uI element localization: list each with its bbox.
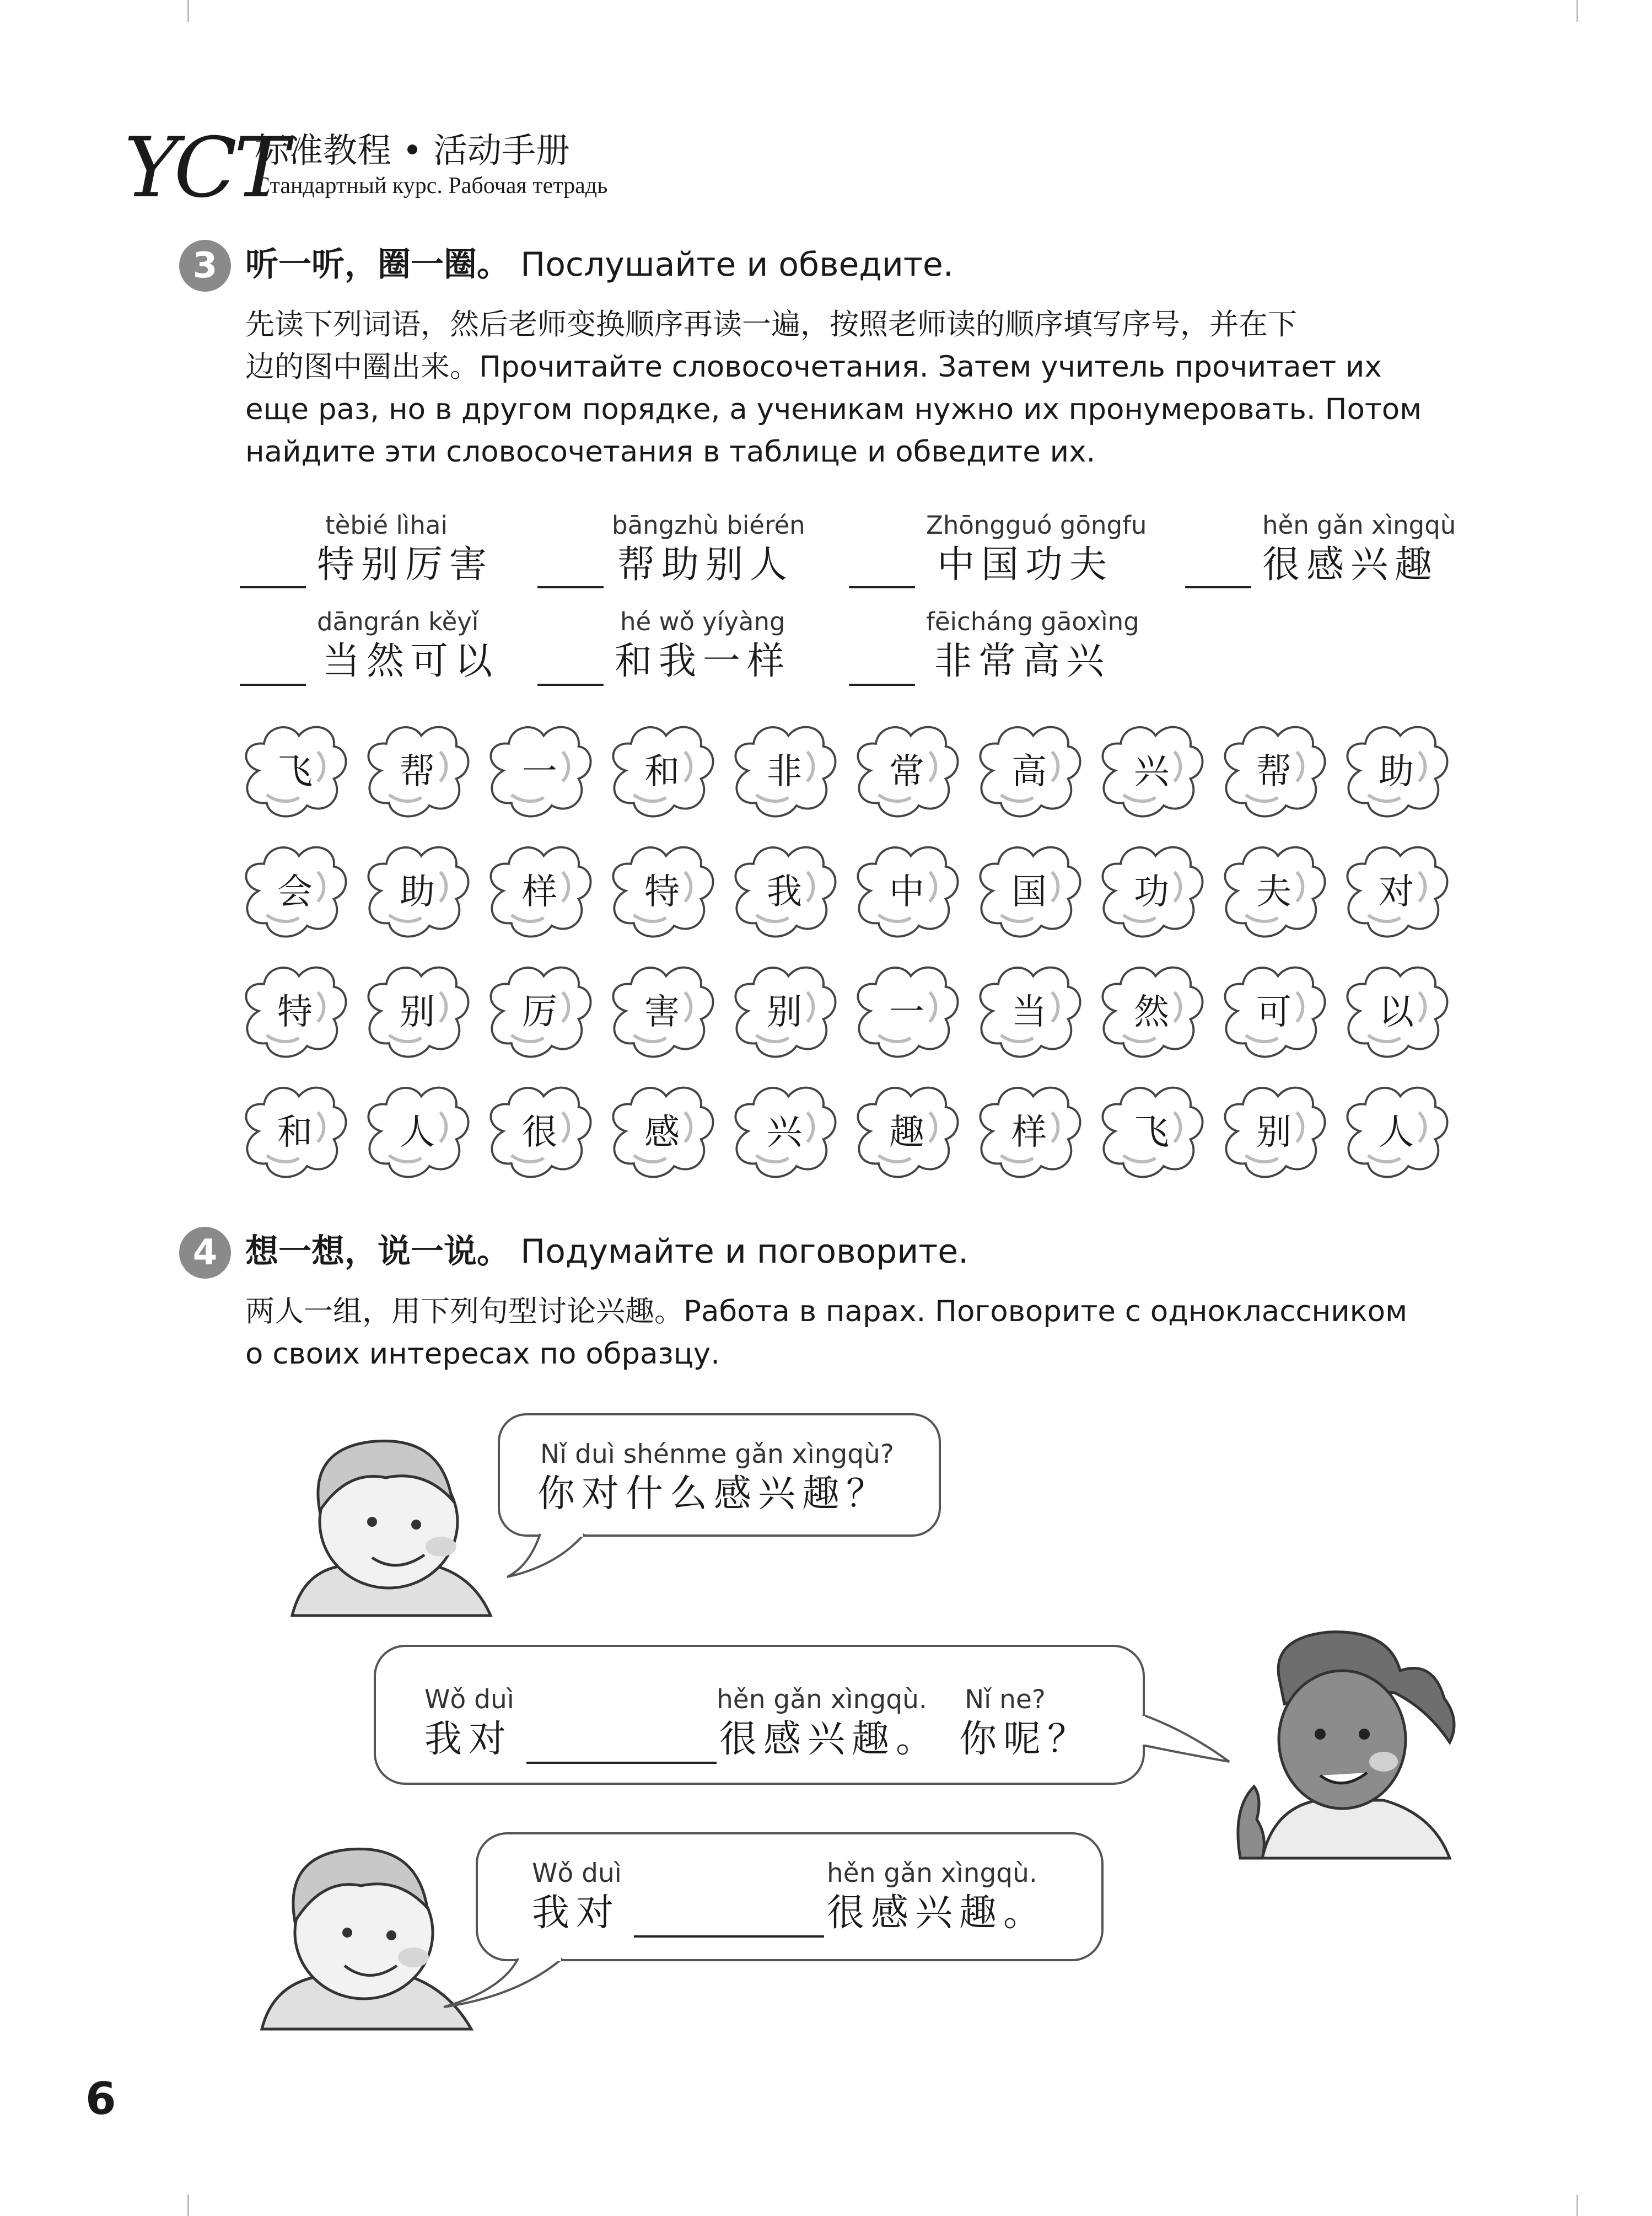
grid-character: 别	[1256, 1112, 1292, 1153]
grid-character: 然	[1134, 992, 1169, 1033]
grid-character: 助	[400, 872, 435, 913]
grid-cell[interactable]	[849, 720, 965, 824]
instruction-line: о своих интересах по образцу.	[245, 1337, 720, 1371]
grid-cell[interactable]	[237, 960, 353, 1065]
grid-character: 兴	[1134, 752, 1169, 792]
word-pinyin: bāngzhù biérén	[612, 511, 805, 540]
word-pinyin: dāngrán kěyǐ	[317, 607, 479, 636]
answer-blank[interactable]	[634, 1935, 824, 1938]
grid-character: 人	[400, 1112, 435, 1153]
section-title	[245, 243, 954, 287]
instruction-line: еще раз, но в другом порядке, а ученикам нужно их пронумеровать. Потом	[245, 393, 1422, 426]
grid-cell[interactable]	[1094, 840, 1209, 945]
word-hanzi: 很感兴趣	[1262, 543, 1439, 587]
header-title-ru: Стандартный курс. Рабочая тетрадь	[255, 173, 608, 198]
grid-cell[interactable]	[727, 960, 842, 1065]
section-title-ru: Послушайте и обведите.	[520, 245, 954, 284]
grid-cell[interactable]	[1338, 960, 1454, 1065]
speech-bubble	[372, 1643, 1237, 1786]
grid-cell[interactable]	[1338, 720, 1454, 824]
grid-character: 一	[522, 752, 557, 792]
grid-cell[interactable]	[604, 960, 720, 1065]
bubble-hanzi: 我对	[424, 1718, 513, 1761]
grid-cell[interactable]	[359, 1080, 475, 1185]
bubble-pinyin: Nǐ duì shénme gǎn xìngqù?	[540, 1439, 894, 1469]
grid-character: 飞	[277, 752, 313, 792]
grid-character: 中	[889, 872, 924, 913]
grid-character: 帮	[400, 752, 435, 792]
grid-character: 高	[1011, 752, 1047, 792]
grid-cell[interactable]	[1216, 1080, 1332, 1185]
grid-character: 非	[767, 752, 802, 792]
grid-cell[interactable]	[359, 720, 475, 824]
bubble-pinyin: hěn gǎn xìngqù.	[827, 1858, 1037, 1888]
crop-mark	[187, 2194, 189, 2216]
grid-character: 兴	[767, 1112, 802, 1153]
section-instruction	[245, 1290, 1579, 1375]
grid-cell[interactable]	[1094, 720, 1209, 824]
grid-cell[interactable]	[237, 1080, 353, 1185]
grid-cell[interactable]	[727, 840, 842, 945]
grid-character: 可	[1256, 992, 1292, 1033]
instruction-line: найдите эти словосочетания в таблице и обведите их.	[245, 435, 1096, 469]
word-hanzi: 特别厉害	[317, 543, 494, 587]
boy-illustration	[259, 1417, 513, 1627]
answer-blank[interactable]	[537, 684, 604, 686]
word-hanzi: 当然可以	[322, 640, 499, 683]
grid-character: 功	[1134, 872, 1169, 913]
grid-cell[interactable]	[1094, 1080, 1209, 1185]
bubble-pinyin: Wǒ duì	[424, 1684, 514, 1715]
grid-character: 别	[767, 992, 802, 1033]
grid-character: 以	[1379, 992, 1414, 1033]
section-instruction	[245, 303, 1524, 473]
grid-character: 夫	[1256, 872, 1292, 913]
grid-cell[interactable]	[237, 840, 353, 945]
answer-blank[interactable]	[1185, 586, 1251, 588]
grid-cell[interactable]	[482, 1080, 598, 1185]
answer-blank[interactable]	[849, 586, 915, 588]
page-number: 6	[85, 2073, 116, 2124]
grid-character: 会	[277, 872, 313, 913]
grid-cell[interactable]	[359, 960, 475, 1065]
answer-blank[interactable]	[240, 684, 306, 686]
section-number-badge: 4	[179, 1227, 231, 1279]
word-hanzi: 帮助别人	[617, 543, 794, 587]
grid-cell[interactable]	[1338, 840, 1454, 945]
grid-cell[interactable]	[1338, 1080, 1454, 1185]
grid-character: 对	[1379, 872, 1414, 913]
grid-cell[interactable]	[849, 840, 965, 945]
bubble-pinyin: Nǐ ne?	[965, 1684, 1046, 1715]
section-title-cn: 听一听，圈一圈。	[245, 245, 510, 284]
grid-character: 趣	[889, 1112, 924, 1153]
word-pinyin: hé wǒ yíyàng	[620, 607, 785, 636]
grid-cell[interactable]	[971, 960, 1087, 1065]
word-pinyin: tèbié lìhai	[325, 511, 448, 540]
bubble-hanzi: 我对	[532, 1891, 621, 1935]
grid-character: 感	[644, 1112, 680, 1153]
grid-character: 我	[767, 872, 802, 913]
word-hanzi: 和我一样	[615, 640, 792, 683]
section-number-badge: 3	[179, 240, 231, 292]
grid-character: 和	[644, 752, 680, 792]
grid-character: 常	[889, 752, 924, 792]
grid-character: 和	[277, 1112, 313, 1153]
word-hanzi: 中国功夫	[937, 543, 1114, 587]
grid-character: 国	[1011, 872, 1047, 913]
grid-character: 样	[1011, 1112, 1047, 1153]
grid-character: 特	[644, 872, 680, 913]
grid-character: 样	[522, 872, 557, 913]
grid-cell[interactable]	[849, 1080, 965, 1185]
instruction-line: 边的图中圈出来。Прочитайте словосочетания. Затем учитель прочитает их	[245, 350, 1382, 384]
answer-blank[interactable]	[526, 1762, 717, 1764]
grid-character: 人	[1379, 1112, 1414, 1153]
bubble-pinyin: hěn gǎn xìngqù.	[717, 1684, 927, 1715]
grid-cell[interactable]	[727, 1080, 842, 1185]
girl-illustration	[1202, 1610, 1466, 1864]
answer-blank[interactable]	[537, 586, 604, 588]
yct-logo: YCT	[124, 120, 286, 216]
grid-character: 飞	[1134, 1112, 1169, 1153]
bubble-hanzi: 很感兴趣。	[719, 1718, 940, 1761]
grid-character: 害	[644, 992, 680, 1033]
word-pinyin: Zhōngguó gōngfu	[926, 511, 1147, 540]
crop-mark	[1576, 2194, 1578, 2216]
grid-cell[interactable]	[604, 720, 720, 824]
grid-cell[interactable]	[482, 720, 598, 824]
word-pinyin: hěn gǎn xìngqù	[1262, 511, 1456, 540]
grid-character: 特	[277, 992, 313, 1033]
grid-character: 一	[889, 992, 924, 1033]
instruction-line: 两人一组，用下列句型讨论兴趣。Работа в парах. Поговорите с одноклассником	[245, 1295, 1408, 1328]
grid-character: 很	[522, 1112, 557, 1153]
grid-cell[interactable]	[971, 1080, 1087, 1185]
grid-cell[interactable]	[604, 1080, 720, 1185]
instruction-line: 先读下列词语，然后老师变换顺序再读一遍，按照老师读的顺序填写序号，并在下	[245, 308, 1297, 341]
grid-cell[interactable]	[482, 840, 598, 945]
grid-character: 帮	[1256, 752, 1292, 792]
grid-cell[interactable]	[727, 720, 842, 824]
bubble-hanzi: 你呢？	[959, 1718, 1092, 1761]
crop-mark	[187, 0, 189, 22]
grid-cell[interactable]	[604, 840, 720, 945]
answer-blank[interactable]	[849, 684, 915, 686]
grid-cell[interactable]	[849, 960, 965, 1065]
grid-cell[interactable]	[1216, 720, 1332, 824]
bubble-hanzi: 你对什么感兴趣？	[537, 1472, 891, 1516]
bubble-pinyin: Wǒ duì	[532, 1858, 622, 1888]
grid-character: 别	[400, 992, 435, 1033]
grid-character: 助	[1379, 752, 1414, 792]
grid-cell[interactable]	[1216, 960, 1332, 1065]
grid-character: 厉	[522, 992, 557, 1033]
grid-cell[interactable]	[237, 720, 353, 824]
crop-mark	[1576, 0, 1578, 22]
word-hanzi: 非常高兴	[934, 640, 1111, 683]
section-title-cn: 想一想，说一说。	[245, 1232, 510, 1271]
grid-cell[interactable]	[1216, 840, 1332, 945]
bubble-hanzi: 很感兴趣。	[827, 1891, 1048, 1935]
grid-cell[interactable]	[482, 960, 598, 1065]
grid-cell[interactable]	[971, 840, 1087, 945]
header-title-cn: 标准教程 • 活动手册	[255, 130, 570, 170]
grid-cell[interactable]	[971, 720, 1087, 824]
answer-blank[interactable]	[240, 586, 306, 588]
grid-character: 当	[1011, 992, 1047, 1033]
section-title-ru: Подумайте и поговорите.	[520, 1232, 969, 1271]
grid-cell[interactable]	[1094, 960, 1209, 1065]
grid-cell[interactable]	[359, 840, 475, 945]
section-title	[245, 1230, 968, 1274]
word-pinyin: fēicháng gāoxìng	[926, 607, 1139, 636]
